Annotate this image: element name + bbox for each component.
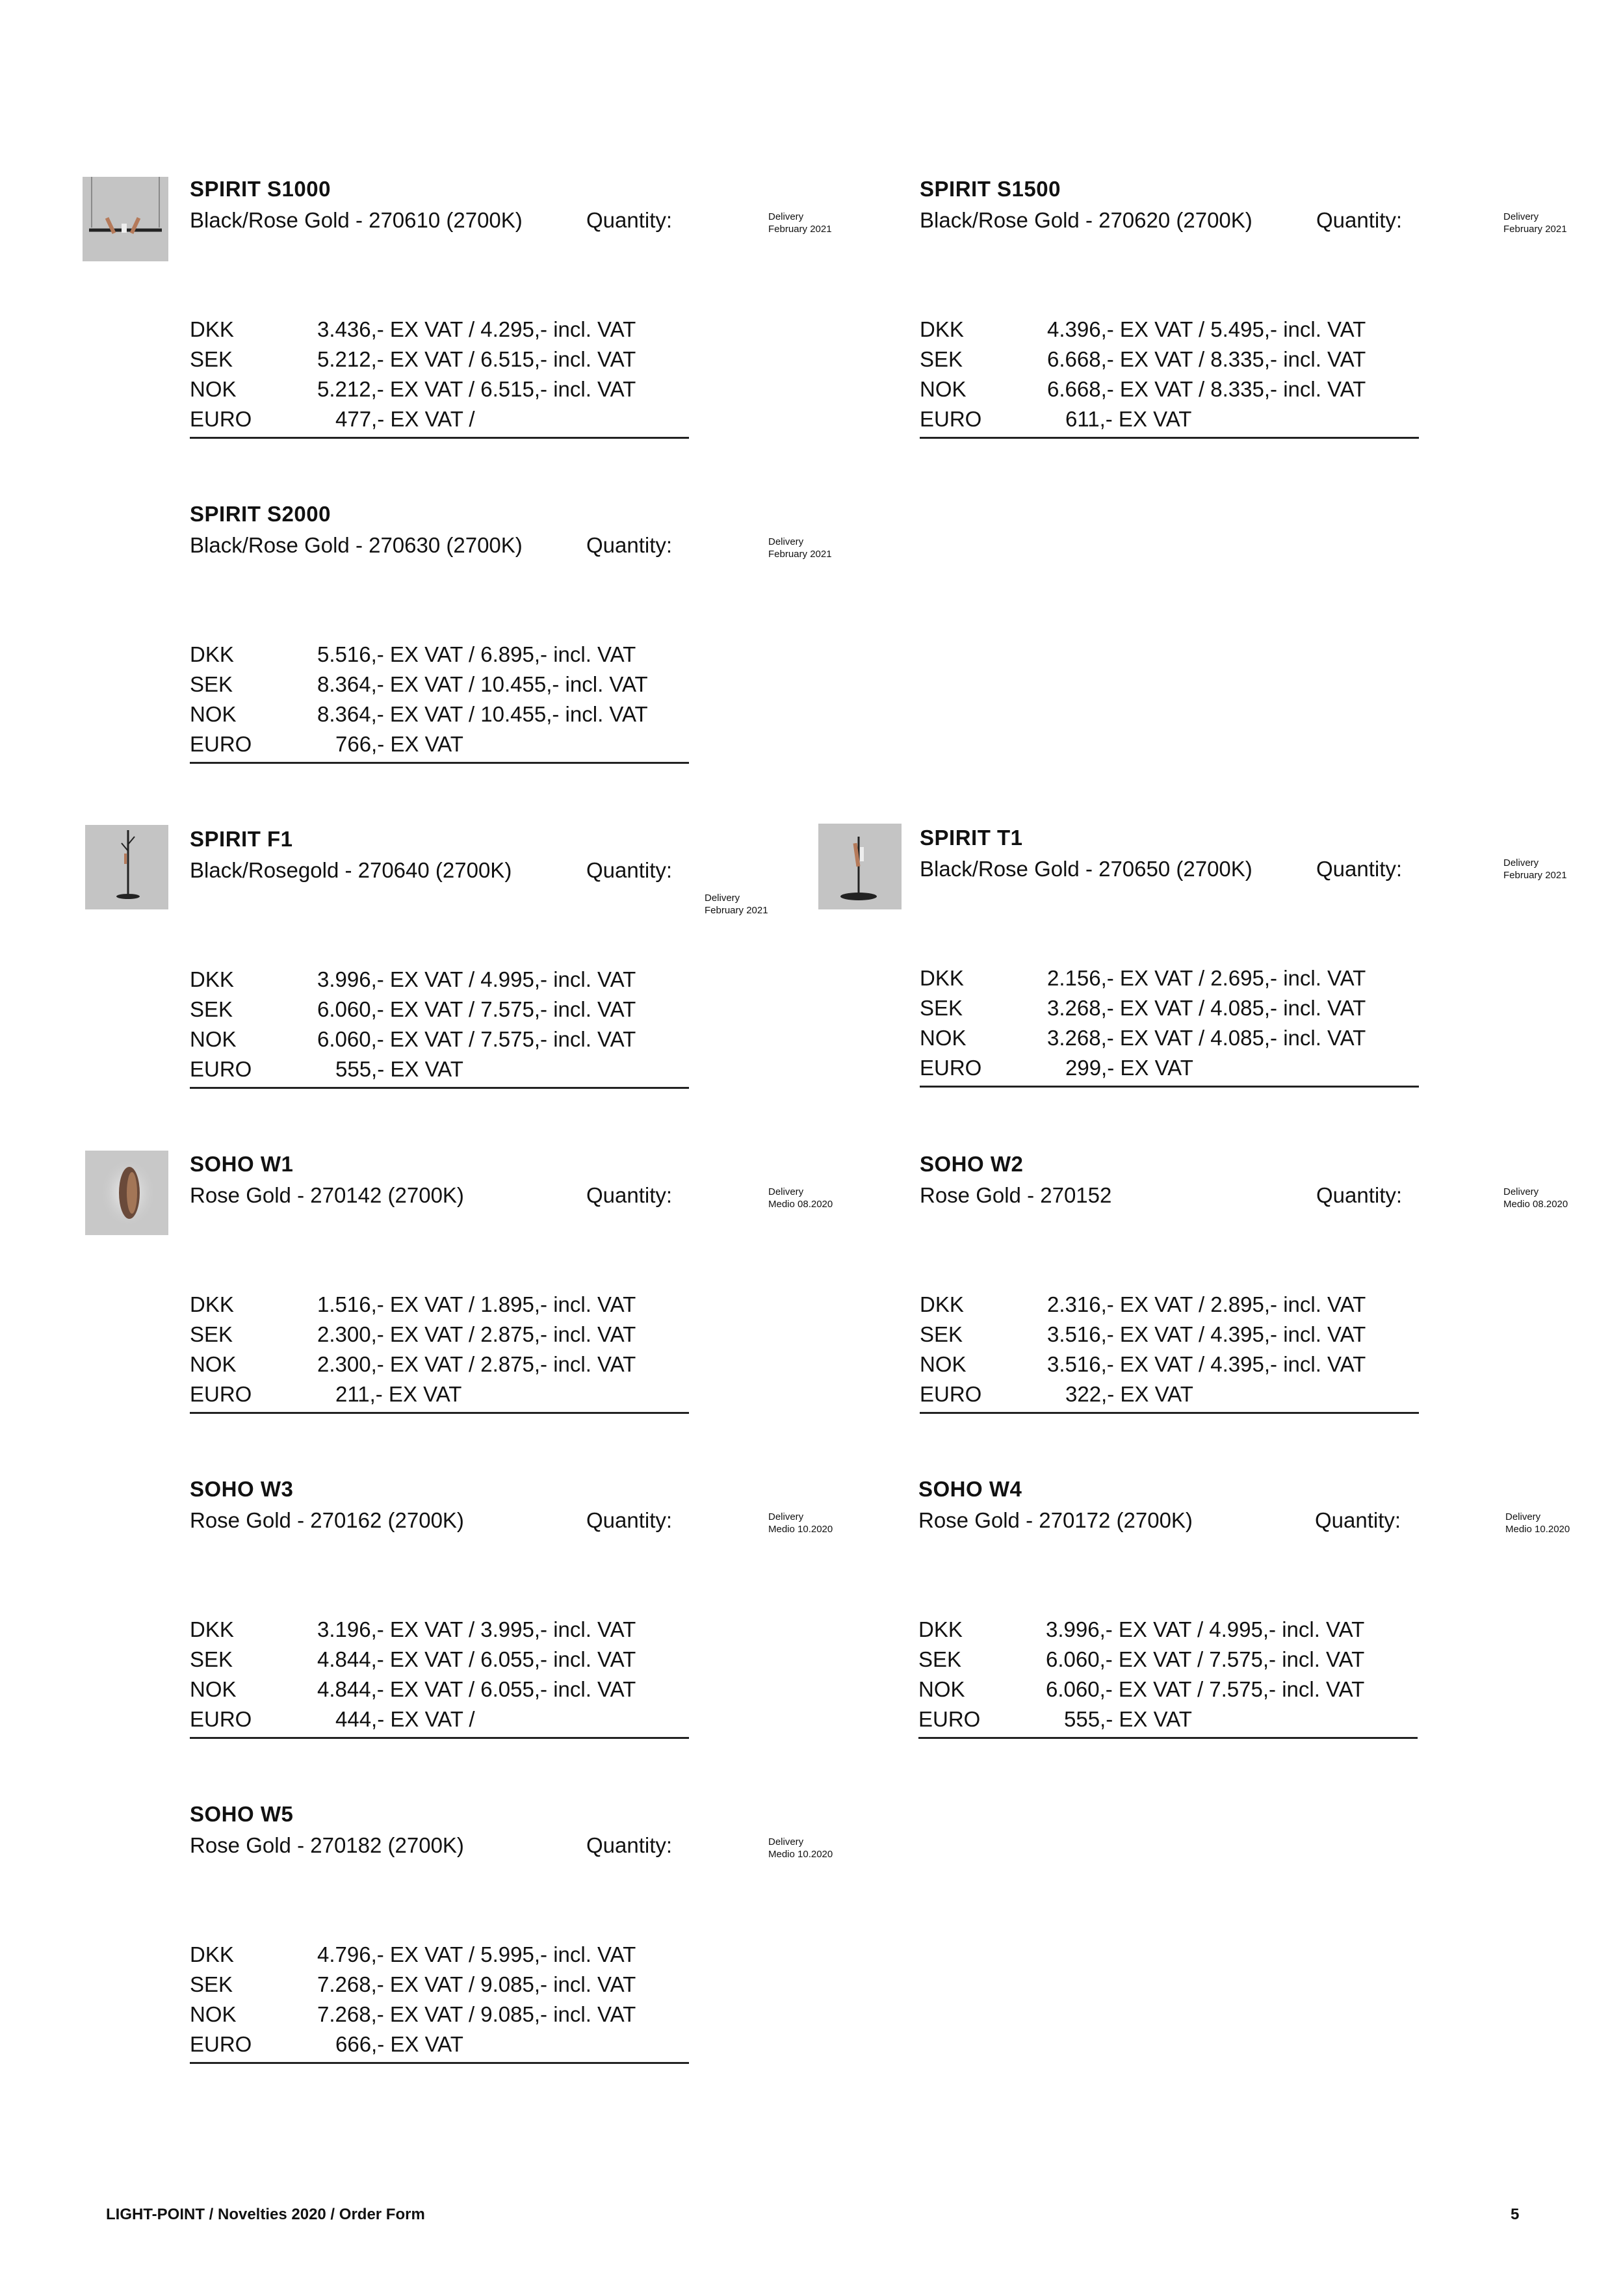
currency: NOK <box>190 1677 237 1701</box>
price-row <box>190 1645 690 1675</box>
quantity-label: Quantity: <box>586 533 673 557</box>
price-list <box>920 315 1420 434</box>
delivery-label: Delivery <box>768 1836 804 1847</box>
price-row <box>918 1615 1419 1645</box>
price-row <box>190 374 690 404</box>
product-soho-w1 <box>190 1152 840 1438</box>
product-variant: Black/Rose Gold - 270620 (2700K) <box>920 208 1253 232</box>
quantity-label: Quantity: <box>1316 857 1403 881</box>
price-row <box>190 640 690 670</box>
price-value: 8.364,- EX VAT / 10.455,- incl. VAT <box>317 702 648 726</box>
product-variant: Black/Rose Gold - 270610 (2700K) <box>190 208 523 232</box>
price-row <box>920 1350 1420 1379</box>
currency: DKK <box>920 966 964 990</box>
price-list <box>918 1615 1419 1734</box>
currency: SEK <box>190 672 233 696</box>
currency: NOK <box>190 1027 237 1051</box>
price-row <box>190 670 690 699</box>
quantity-label: Quantity: <box>586 1833 673 1857</box>
currency: SEK <box>190 1647 233 1671</box>
divider <box>190 1737 689 1739</box>
delivery-date: February 2021 <box>705 905 768 916</box>
price-row <box>190 965 690 995</box>
currency: EURO <box>920 1382 982 1406</box>
price-row <box>920 963 1420 993</box>
price-value: 3.268,- EX VAT / 4.085,- incl. VAT <box>1047 1026 1366 1050</box>
delivery-date: February 2021 <box>768 224 832 235</box>
product-spirit-f1 <box>190 827 840 1113</box>
price-value: 6.060,- EX VAT / 7.575,- incl. VAT <box>1046 1677 1365 1701</box>
delivery-date: Medio 10.2020 <box>768 1524 833 1535</box>
delivery-info <box>1505 1511 1570 1535</box>
delivery-label: Delivery <box>1505 1511 1541 1522</box>
currency: EURO <box>190 732 252 756</box>
currency: EURO <box>190 1382 252 1406</box>
product-spirit-s1500 <box>920 177 1570 463</box>
price-row <box>920 1023 1420 1053</box>
price-value: 4.396,- EX VAT / 5.495,- incl. VAT <box>1047 317 1366 341</box>
quantity-label: Quantity: <box>586 858 673 882</box>
delivery-label: Delivery <box>768 1511 804 1522</box>
delivery-date: Medio 08.2020 <box>768 1199 833 1210</box>
currency: SEK <box>920 996 963 1020</box>
price-value: 3.268,- EX VAT / 4.085,- incl. VAT <box>1047 996 1366 1020</box>
price-row <box>920 1379 1420 1409</box>
currency: EURO <box>190 1057 252 1081</box>
price-row <box>190 699 690 729</box>
price-row <box>190 1704 690 1734</box>
price-value: 3.436,- EX VAT / 4.295,- incl. VAT <box>317 317 636 341</box>
currency: SEK <box>918 1647 962 1671</box>
price-row <box>190 315 690 345</box>
price-value: 611,- EX VAT <box>1065 407 1192 431</box>
product-title: SOHO W3 <box>190 1477 294 1501</box>
currency: DKK <box>190 642 234 666</box>
footer-title: LIGHT-POINT / Novelties 2020 / Order Form <box>106 2206 425 2223</box>
price-value: 4.796,- EX VAT / 5.995,- incl. VAT <box>317 1942 636 1966</box>
currency: NOK <box>920 1026 967 1050</box>
divider <box>920 1086 1419 1088</box>
price-row <box>190 1940 690 1970</box>
delivery-info <box>1503 1186 1568 1210</box>
price-value: 3.996,- EX VAT / 4.995,- incl. VAT <box>317 967 636 991</box>
price-value: 3.196,- EX VAT / 3.995,- incl. VAT <box>317 1617 636 1641</box>
price-row <box>190 404 690 434</box>
price-value: 6.060,- EX VAT / 7.575,- incl. VAT <box>317 997 636 1021</box>
price-row <box>920 345 1420 374</box>
currency: SEK <box>190 1322 233 1346</box>
price-value: 299,- EX VAT <box>1065 1056 1193 1080</box>
price-row <box>190 1350 690 1379</box>
price-row <box>190 2000 690 2029</box>
delivery-info <box>768 536 832 560</box>
price-row <box>190 1024 690 1054</box>
delivery-date: February 2021 <box>768 549 832 560</box>
currency: NOK <box>920 377 967 401</box>
price-row <box>190 1054 690 1084</box>
currency: EURO <box>920 407 982 431</box>
quantity-label: Quantity: <box>1315 1508 1401 1532</box>
divider <box>190 762 689 764</box>
product-title: SPIRIT S1000 <box>190 177 331 201</box>
price-row <box>190 995 690 1024</box>
price-value: 5.516,- EX VAT / 6.895,- incl. VAT <box>317 642 636 666</box>
currency: NOK <box>920 1352 967 1376</box>
product-title: SPIRIT T1 <box>920 826 1023 850</box>
product-title: SOHO W4 <box>918 1477 1022 1501</box>
product-variant: Rose Gold - 270152 <box>920 1183 1112 1207</box>
price-row <box>190 1320 690 1350</box>
price-value: 3.516,- EX VAT / 4.395,- incl. VAT <box>1047 1322 1366 1346</box>
currency: EURO <box>190 1707 252 1731</box>
quantity-label: Quantity: <box>1316 1183 1403 1207</box>
divider <box>920 1412 1419 1414</box>
price-value: 322,- EX VAT <box>1065 1382 1193 1406</box>
delivery-info <box>1503 857 1567 881</box>
price-list <box>190 640 690 759</box>
delivery-label: Delivery <box>1503 857 1539 868</box>
product-title: SOHO W1 <box>190 1152 294 1176</box>
price-row <box>918 1704 1419 1734</box>
price-value: 7.268,- EX VAT / 9.085,- incl. VAT <box>317 1972 636 1996</box>
delivery-label: Delivery <box>768 211 804 222</box>
product-soho-w5 <box>190 1802 840 2088</box>
divider <box>190 1412 689 1414</box>
price-value: 3.516,- EX VAT / 4.395,- incl. VAT <box>1047 1352 1366 1376</box>
price-value: 2.300,- EX VAT / 2.875,- incl. VAT <box>317 1322 636 1346</box>
delivery-label: Delivery <box>768 536 804 547</box>
price-value: 6.060,- EX VAT / 7.575,- incl. VAT <box>1046 1647 1365 1671</box>
price-row <box>190 1290 690 1320</box>
product-title: SPIRIT S1500 <box>920 177 1061 201</box>
price-row <box>920 374 1420 404</box>
price-row <box>190 345 690 374</box>
price-value: 4.844,- EX VAT / 6.055,- incl. VAT <box>317 1647 636 1671</box>
currency: SEK <box>920 1322 963 1346</box>
currency: DKK <box>920 1292 964 1316</box>
price-value: 477,- EX VAT / <box>335 407 475 431</box>
price-value: 2.316,- EX VAT / 2.895,- incl. VAT <box>1047 1292 1366 1316</box>
price-value: 666,- EX VAT <box>335 2032 463 2056</box>
product-variant: Black/Rose Gold - 270630 (2700K) <box>190 533 523 557</box>
currency: EURO <box>918 1707 981 1731</box>
currency: SEK <box>920 347 963 371</box>
price-row <box>190 1970 690 2000</box>
currency: DKK <box>918 1617 963 1641</box>
price-list <box>190 965 690 1084</box>
price-row <box>920 404 1420 434</box>
delivery-label: Delivery <box>768 1186 804 1197</box>
delivery-info <box>768 1511 833 1535</box>
quantity-label: Quantity: <box>1316 208 1403 232</box>
currency: EURO <box>190 2032 252 2056</box>
currency: SEK <box>190 347 233 371</box>
price-value: 5.212,- EX VAT / 6.515,- incl. VAT <box>317 377 636 401</box>
currency: SEK <box>190 1972 233 1996</box>
quantity-label: Quantity: <box>586 208 673 232</box>
price-value: 2.300,- EX VAT / 2.875,- incl. VAT <box>317 1352 636 1376</box>
price-value: 7.268,- EX VAT / 9.085,- incl. VAT <box>317 2002 636 2026</box>
price-row <box>920 1320 1420 1350</box>
currency: DKK <box>190 1942 234 1966</box>
delivery-info <box>1503 211 1567 235</box>
price-row <box>190 729 690 759</box>
currency: NOK <box>190 702 237 726</box>
currency: SEK <box>190 997 233 1021</box>
product-variant: Rose Gold - 270172 (2700K) <box>918 1508 1193 1532</box>
product-spirit-s2000 <box>190 502 840 788</box>
price-value: 4.844,- EX VAT / 6.055,- incl. VAT <box>317 1677 636 1701</box>
price-list <box>190 1615 690 1734</box>
delivery-date: Medio 10.2020 <box>1505 1524 1570 1535</box>
price-list <box>190 315 690 434</box>
price-row <box>190 1379 690 1409</box>
product-title: SOHO W5 <box>190 1802 294 1826</box>
divider <box>190 437 689 439</box>
currency: DKK <box>190 967 234 991</box>
delivery-date: Medio 08.2020 <box>1503 1199 1568 1210</box>
product-variant: Black/Rosegold - 270640 (2700K) <box>190 858 512 882</box>
quantity-label: Quantity: <box>586 1508 673 1532</box>
divider <box>920 437 1419 439</box>
product-variant: Rose Gold - 270182 (2700K) <box>190 1833 464 1857</box>
product-soho-w3 <box>190 1477 840 1763</box>
divider <box>190 2062 689 2064</box>
currency: NOK <box>918 1677 965 1701</box>
product-spirit-t1 <box>920 826 1570 1112</box>
price-value: 444,- EX VAT / <box>335 1707 475 1731</box>
price-value: 1.516,- EX VAT / 1.895,- incl. VAT <box>317 1292 636 1316</box>
price-value: 6.668,- EX VAT / 8.335,- incl. VAT <box>1047 377 1366 401</box>
currency: NOK <box>190 1352 237 1376</box>
price-value: 2.156,- EX VAT / 2.695,- incl. VAT <box>1047 966 1366 990</box>
delivery-date: Medio 10.2020 <box>768 1849 833 1860</box>
delivery-info <box>768 211 832 235</box>
product-soho-w4 <box>918 1477 1568 1763</box>
currency: EURO <box>190 407 252 431</box>
price-list <box>920 963 1420 1083</box>
price-value: 555,- EX VAT <box>1064 1707 1192 1731</box>
price-value: 211,- EX VAT <box>335 1382 462 1406</box>
price-row <box>190 1615 690 1645</box>
divider <box>918 1737 1418 1739</box>
price-value: 8.364,- EX VAT / 10.455,- incl. VAT <box>317 672 648 696</box>
currency: NOK <box>190 2002 237 2026</box>
price-row <box>190 2029 690 2059</box>
product-image-spirit-s1000 <box>83 177 168 261</box>
price-value: 6.668,- EX VAT / 8.335,- incl. VAT <box>1047 347 1366 371</box>
price-list <box>920 1290 1420 1409</box>
delivery-info <box>768 1186 833 1210</box>
delivery-date: February 2021 <box>1503 224 1567 235</box>
page-number: 5 <box>1511 2206 1520 2223</box>
product-variant: Rose Gold - 270142 (2700K) <box>190 1183 464 1207</box>
price-value: 6.060,- EX VAT / 7.575,- incl. VAT <box>317 1027 636 1051</box>
price-list <box>190 1940 690 2059</box>
price-list <box>190 1290 690 1409</box>
price-value: 555,- EX VAT <box>335 1057 463 1081</box>
price-row <box>920 315 1420 345</box>
product-title: SOHO W2 <box>920 1152 1024 1176</box>
delivery-label: Delivery <box>705 893 740 904</box>
price-row <box>920 993 1420 1023</box>
product-title: SPIRIT F1 <box>190 827 293 851</box>
currency: EURO <box>920 1056 982 1080</box>
delivery-label: Delivery <box>1503 1186 1539 1197</box>
price-row <box>920 1290 1420 1320</box>
delivery-info <box>768 1836 833 1860</box>
price-row <box>190 1675 690 1704</box>
price-value: 5.212,- EX VAT / 6.515,- incl. VAT <box>317 347 636 371</box>
price-value: 766,- EX VAT <box>335 732 463 756</box>
delivery-date: February 2021 <box>1503 870 1567 881</box>
currency: DKK <box>190 1292 234 1316</box>
currency: NOK <box>190 377 237 401</box>
price-value: 3.996,- EX VAT / 4.995,- incl. VAT <box>1046 1617 1365 1641</box>
product-title: SPIRIT S2000 <box>190 502 331 526</box>
currency: DKK <box>920 317 964 341</box>
price-row <box>918 1645 1419 1675</box>
product-image-spirit-f1 <box>85 825 168 909</box>
delivery-label: Delivery <box>1503 211 1539 222</box>
quantity-label: Quantity: <box>586 1183 673 1207</box>
product-variant: Black/Rose Gold - 270650 (2700K) <box>920 857 1253 881</box>
delivery-info <box>705 892 768 917</box>
product-spirit-s1000 <box>190 177 840 463</box>
divider <box>190 1087 689 1089</box>
product-variant: Rose Gold - 270162 (2700K) <box>190 1508 464 1532</box>
currency: DKK <box>190 317 234 341</box>
product-image-soho-w1 <box>85 1151 168 1235</box>
price-row <box>920 1053 1420 1083</box>
price-row <box>918 1675 1419 1704</box>
currency: DKK <box>190 1617 234 1641</box>
product-soho-w2 <box>920 1152 1570 1438</box>
